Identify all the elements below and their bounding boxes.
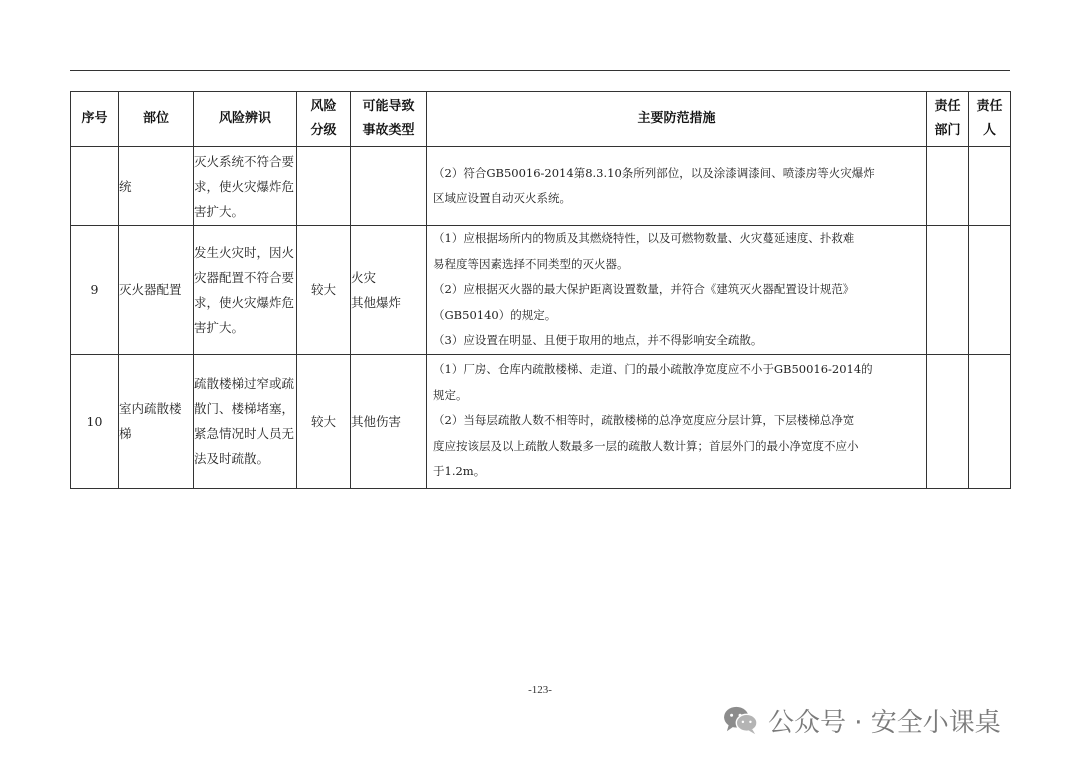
row-measures (427, 354, 927, 488)
row-risk: 疏散楼梯过窄或疏散门、楼梯堵塞，紧急情况时人员无法及时疏散。 (194, 354, 297, 488)
row-accident (351, 147, 427, 226)
measure-line: （2）应根据灭火器的最大保护距离设置数量，并符合《建筑灭火器配置设计规范》 (433, 282, 855, 296)
measure-line: （3）应设置在明显、且便于取用的地点，并不得影响安全疏散。 (433, 333, 763, 347)
row-dept (927, 354, 969, 488)
row-level: 较大 (297, 354, 351, 488)
row-location: 室内疏散楼梯 (119, 354, 194, 488)
row-person (969, 354, 1011, 488)
row-index (71, 147, 119, 226)
table-row (71, 147, 1011, 226)
measure-line: 易程度等因素选择不同类型的灭火器。 (433, 256, 629, 271)
header-location: 部位 (119, 92, 194, 147)
row-person (969, 147, 1011, 226)
table-header-row (71, 92, 1011, 147)
row-index: 9 (71, 226, 119, 355)
header-index: 序号 (71, 92, 119, 147)
row-risk: 发生火灾时，因火灾器配置不符合要求，使火灾爆炸危害扩大。 (194, 226, 297, 355)
row-accident: 其他伤害 (351, 354, 427, 488)
table-row (71, 226, 1011, 355)
row-dept (927, 147, 969, 226)
table-row (71, 354, 1011, 488)
header-risk: 风险辨识 (194, 92, 297, 147)
measure-line: 区域应设置自动灭火系统。 (433, 191, 571, 205)
row-measures (427, 147, 927, 226)
page-number: -123- (528, 684, 552, 696)
row-accident: 火灾 其他爆炸 (351, 226, 427, 355)
row-measures (427, 226, 927, 355)
measure-line: 于1.2m。 (433, 464, 486, 479)
header-person: 责任 人 (969, 92, 1011, 147)
measure-line: 规定。 (433, 387, 468, 402)
row-level (297, 147, 351, 226)
header-dept: 责任 部门 (927, 92, 969, 147)
row-person (969, 226, 1011, 355)
watermark-text: 公众号 · 安全小课桌 (768, 707, 1001, 738)
row-location: 统 (119, 147, 194, 226)
header-rule (70, 70, 1010, 71)
risk-table (70, 91, 1011, 489)
row-dept (927, 226, 969, 355)
measure-line: （2）符合GB50016-2014第8.3.10条所列部位，以及涂漆调漆间、喷漆房等火灾爆炸 (433, 165, 875, 180)
row-location: 灭火器配置 (119, 226, 194, 355)
header-level: 风险 分级 (297, 92, 351, 147)
watermark (722, 700, 1001, 740)
header-accident: 可能导致 事故类型 (351, 92, 427, 147)
header-measures: 主要防范措施 (427, 92, 927, 147)
row-level: 较大 (297, 226, 351, 355)
measure-line: （GB50140）的规定。 (433, 307, 557, 322)
measure-line: （1）应根据场所内的物质及其燃烧特性，以及可燃物数量、火灾蔓延速度、扑救难 (433, 231, 855, 245)
wechat-icon (722, 704, 760, 736)
measure-line: 度应按该层及以上疏散人数最多一层的疏散人数计算；首层外门的最小净宽度不应小 (433, 438, 859, 453)
row-risk: 灭火系统不符合要求，使火灾爆炸危害扩大。 (194, 147, 297, 226)
row-index: 10 (71, 354, 119, 488)
measure-line: （2）当每层疏散人数不相等时，疏散楼梯的总净宽度应分层计算，下层楼梯总净宽 (433, 413, 855, 428)
measure-line: （1）厂房、仓库内疏散楼梯、走道、门的最小疏散净宽度应不小于GB50016-2014的 (433, 362, 873, 377)
